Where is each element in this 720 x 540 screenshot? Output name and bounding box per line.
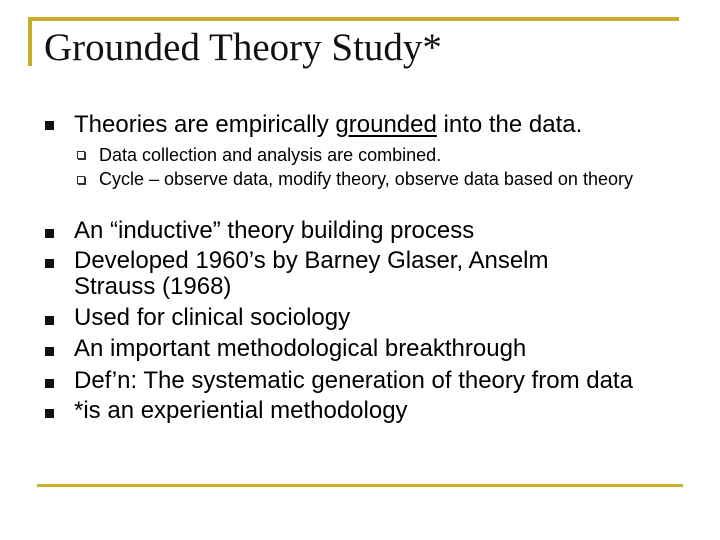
bullet-text: Def’n: The systematic generation of theory from data [74,367,633,394]
bullet-text: *is an experiential methodology [74,397,408,424]
square-bullet-icon [45,316,54,325]
hollow-square-bullet-icon [77,176,85,184]
bullet-text: Developed 1960’s by Barney Glaser, Anselm Strauss (1968) [74,247,549,300]
square-bullet-icon [45,259,54,268]
bullet-text: into the data. [436,111,583,138]
title-frame-top-rule [28,17,679,21]
bullet-text: Theories are empirically [74,111,336,138]
hollow-square-bullet-icon [77,151,85,159]
square-bullet-icon [45,409,54,418]
square-bullet-icon [45,347,54,356]
square-bullet-icon [45,121,54,130]
sub-bullet-text: Data collection and analysis are combined. [99,145,442,165]
bullet-text: An “inductive” theory building process [74,217,475,244]
bullet-text: Used for clinical sociology [74,304,351,331]
title-frame-left-rule [28,17,32,66]
footer-rule [37,484,683,487]
bullet-text: An important methodological breakthrough [74,335,527,362]
bullet-text-underlined: grounded [335,111,437,138]
square-bullet-icon [45,379,54,388]
slide-title: Grounded Theory Study* [44,26,442,69]
sub-bullet-text: Cycle – observe data, modify theory, observe data based on theory [99,169,633,189]
square-bullet-icon [45,229,54,238]
